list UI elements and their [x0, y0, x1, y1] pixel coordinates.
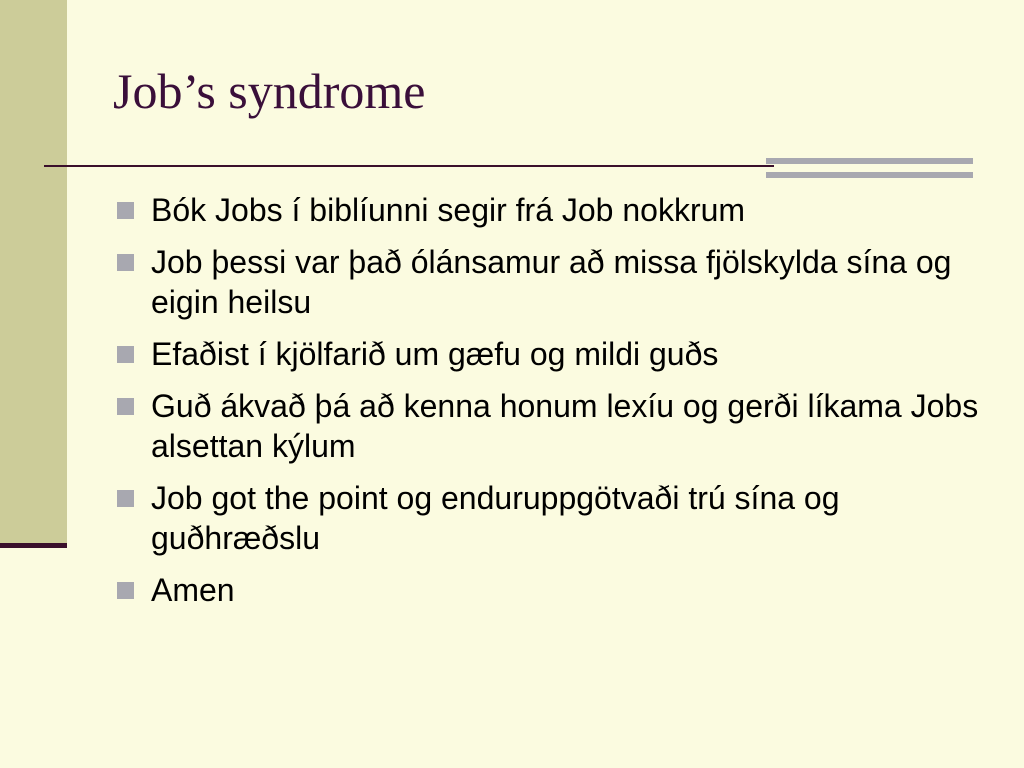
bullet-text: Job got the point og enduruppgötvaði trú sína og guðhræðslu: [151, 480, 840, 556]
square-bullet-icon: [117, 398, 134, 415]
bullet-item: [115, 478, 995, 558]
bullet-item: [115, 242, 995, 322]
square-bullet-icon: [117, 202, 134, 219]
slide-title: Job’s syndrome: [113, 63, 426, 119]
left-decorative-band: [0, 0, 67, 545]
square-bullet-icon: [117, 582, 134, 599]
left-band-rule: [0, 543, 67, 548]
bullet-item: [115, 570, 995, 610]
bullet-text: Efaðist í kjölfarið um gæfu og mildi guðs: [151, 336, 719, 372]
bullet-text: Guð ákvað þá að kenna honum lexíu og gerði líkama Jobs alsettan kýlum: [151, 388, 979, 464]
bullet-item: [115, 334, 995, 374]
title-divider: [44, 165, 774, 167]
accent-bar-top: [766, 158, 973, 164]
bullet-text: Bók Jobs í biblíunni segir frá Job nokkrum: [151, 192, 746, 228]
bullet-item: [115, 386, 995, 466]
square-bullet-icon: [117, 346, 134, 363]
bullet-text: Job þessi var það ólánsamur að missa fjölskylda sína og eigin heilsu: [151, 244, 952, 320]
bullet-list: [115, 190, 995, 622]
square-bullet-icon: [117, 254, 134, 271]
accent-bar-bottom: [766, 172, 973, 178]
square-bullet-icon: [117, 490, 134, 507]
bullet-text: Amen: [151, 572, 235, 608]
bullet-item: [115, 190, 995, 230]
